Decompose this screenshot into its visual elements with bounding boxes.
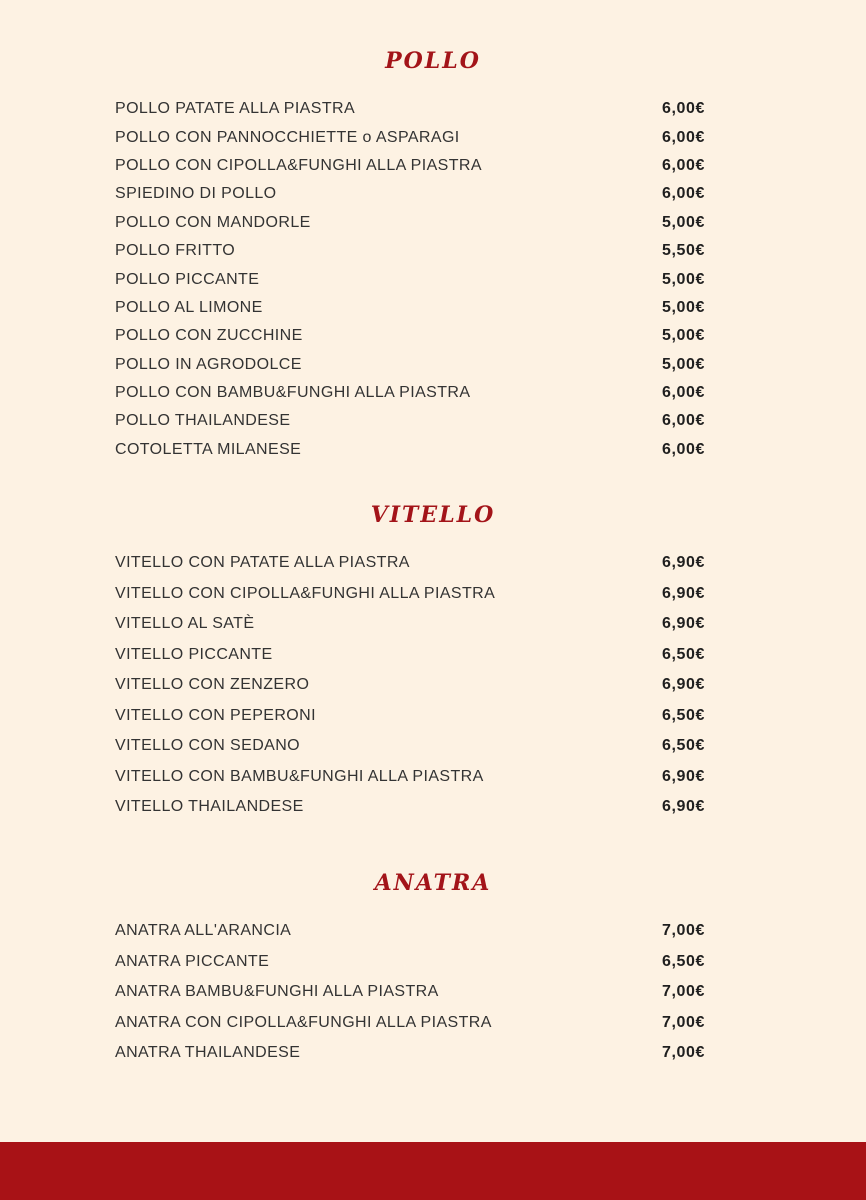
menu-item xyxy=(115,152,705,180)
menu-list-vitello xyxy=(115,548,705,823)
menu-item xyxy=(115,379,705,407)
menu-item-price: 5,00€ xyxy=(661,298,705,316)
menu-item-name: VITELLO AL SATÈ xyxy=(115,615,255,633)
menu-item-price: 6,50€ xyxy=(661,706,705,724)
menu-item-name: VITELLO CON PATATE ALLA PIASTRA xyxy=(115,554,410,572)
menu-item-name: VITELLO CON PEPERONI xyxy=(115,706,316,724)
menu-item xyxy=(115,407,705,435)
menu-item-name: COTOLETTA MILANESE xyxy=(115,440,302,458)
menu-item xyxy=(115,640,705,671)
menu-item xyxy=(115,579,705,610)
menu-item-name: ANATRA BAMBU&FUNGHI ALLA PIASTRA xyxy=(115,983,439,1001)
menu-item-price: 6,90€ xyxy=(661,584,705,602)
menu-item xyxy=(115,916,705,947)
menu-item xyxy=(115,322,705,350)
menu-item-price: 6,90€ xyxy=(661,615,705,633)
menu-item-name: POLLO CON BAMBU&FUNGHI ALLA PIASTRA xyxy=(115,384,471,402)
menu-item xyxy=(115,670,705,701)
menu-item xyxy=(115,548,705,579)
menu-item-name: ANATRA CON CIPOLLA&FUNGHI ALLA PIASTRA xyxy=(115,1013,492,1031)
menu-item xyxy=(115,1008,705,1039)
menu-item-name: SPIEDINO DI POLLO xyxy=(115,185,277,203)
menu-item-name: VITELLO CON CIPOLLA&FUNGHI ALLA PIASTRA xyxy=(115,584,496,602)
menu-item-name: ANATRA ALL'ARANCIA xyxy=(115,922,292,940)
menu-item-price: 6,00€ xyxy=(661,412,705,430)
section-title-pollo: POLLO xyxy=(385,48,481,74)
menu-item-price: 6,50€ xyxy=(661,645,705,663)
menu-item-name: POLLO FRITTO xyxy=(115,242,236,260)
menu-item-price: 6,90€ xyxy=(661,554,705,572)
section-title-anatra: ANATRA xyxy=(374,870,492,896)
menu-item-price: 7,00€ xyxy=(661,1044,705,1062)
menu-item xyxy=(115,701,705,732)
menu-item-name: ANATRA PICCANTE xyxy=(115,952,270,970)
menu-item xyxy=(115,762,705,793)
menu-item-price: 6,00€ xyxy=(661,128,705,146)
menu-item-price: 6,00€ xyxy=(661,384,705,402)
menu-item xyxy=(115,95,705,123)
menu-item xyxy=(115,123,705,151)
menu-item xyxy=(115,947,705,978)
menu-item-name: POLLO THAILANDESE xyxy=(115,412,291,430)
menu-item-price: 5,00€ xyxy=(661,355,705,373)
menu-item-name: VITELLO PICCANTE xyxy=(115,645,273,663)
menu-item-name: POLLO CON CIPOLLA&FUNGHI ALLA PIASTRA xyxy=(115,156,482,174)
menu-item-price: 6,00€ xyxy=(661,156,705,174)
menu-item-name: POLLO IN AGRODOLCE xyxy=(115,355,302,373)
menu-item-price: 5,00€ xyxy=(661,327,705,345)
menu-item-name: ANATRA THAILANDESE xyxy=(115,1044,301,1062)
menu-item-price: 7,00€ xyxy=(661,922,705,940)
menu-list-anatra xyxy=(115,916,705,1069)
menu-item-price: 6,50€ xyxy=(661,737,705,755)
menu-item-price: 5,00€ xyxy=(661,213,705,231)
menu-item-price: 5,00€ xyxy=(661,270,705,288)
menu-item-price: 7,00€ xyxy=(661,983,705,1001)
menu-item xyxy=(115,265,705,293)
menu-item-price: 6,00€ xyxy=(661,185,705,203)
menu-item-name: POLLO AL LIMONE xyxy=(115,298,263,316)
menu-item xyxy=(115,977,705,1008)
menu-item-price: 6,50€ xyxy=(661,952,705,970)
menu-item xyxy=(115,351,705,379)
menu-item xyxy=(115,294,705,322)
menu-item xyxy=(115,237,705,265)
menu-item-price: 6,90€ xyxy=(661,676,705,694)
menu-item-name: POLLO CON PANNOCCHIETTE o ASPARAGI xyxy=(115,128,460,146)
menu-item xyxy=(115,1038,705,1069)
menu-item-price: 6,90€ xyxy=(661,798,705,816)
menu-item-price: 7,00€ xyxy=(661,1013,705,1031)
menu-item-name: POLLO PATATE ALLA PIASTRA xyxy=(115,100,356,118)
menu-list-pollo xyxy=(115,95,705,464)
menu-item-price: 6,00€ xyxy=(661,440,705,458)
footer-band xyxy=(0,1142,866,1200)
menu-item-price: 5,50€ xyxy=(661,242,705,260)
menu-item-name: VITELLO CON BAMBU&FUNGHI ALLA PIASTRA xyxy=(115,767,484,785)
menu-item xyxy=(115,731,705,762)
menu-item xyxy=(115,209,705,237)
section-title-vitello: VITELLO xyxy=(370,502,496,528)
menu-item-price: 6,00€ xyxy=(661,100,705,118)
menu-item-name: POLLO CON MANDORLE xyxy=(115,213,311,231)
menu-item xyxy=(115,792,705,823)
menu-item-price: 6,90€ xyxy=(661,767,705,785)
menu-item-name: VITELLO THAILANDESE xyxy=(115,798,304,816)
menu-item xyxy=(115,180,705,208)
menu-item-name: VITELLO CON ZENZERO xyxy=(115,676,310,694)
menu-item xyxy=(115,436,705,464)
menu-item-name: POLLO CON ZUCCHINE xyxy=(115,327,303,345)
menu-item-name: POLLO PICCANTE xyxy=(115,270,260,288)
menu-item xyxy=(115,609,705,640)
menu-item-name: VITELLO CON SEDANO xyxy=(115,737,301,755)
